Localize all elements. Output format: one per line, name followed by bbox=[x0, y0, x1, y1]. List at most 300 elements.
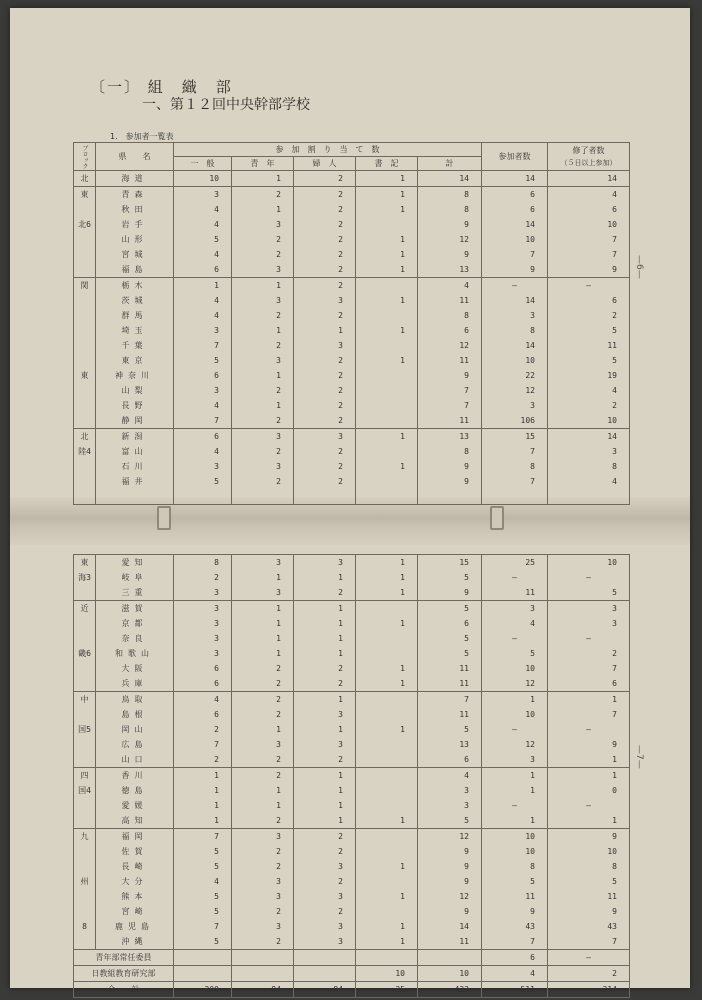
clerk-cell: 1 bbox=[356, 661, 418, 676]
completers-cell: 4 bbox=[548, 474, 630, 489]
women-cell bbox=[294, 950, 356, 966]
general-cell: 4 bbox=[174, 692, 232, 708]
youth-cell: 2 bbox=[232, 338, 294, 353]
women-cell: 1 bbox=[294, 601, 356, 617]
region-cell: 北 bbox=[74, 171, 96, 187]
header-total: 計 bbox=[418, 157, 482, 171]
table-row bbox=[74, 768, 630, 784]
header-completers bbox=[548, 143, 630, 171]
prefecture-cell: 大分 bbox=[96, 874, 174, 889]
clerk-cell bbox=[356, 601, 418, 617]
participants-cell: 9 bbox=[482, 262, 548, 278]
participants-cell: 3 bbox=[482, 752, 548, 768]
total-cell: 9 bbox=[418, 904, 482, 919]
completers-cell: — bbox=[548, 722, 630, 737]
general-cell: 5 bbox=[174, 232, 232, 247]
clerk-cell bbox=[356, 474, 418, 489]
table-row bbox=[74, 904, 630, 919]
clerk-cell bbox=[356, 646, 418, 661]
women-cell: 2 bbox=[294, 444, 356, 459]
youth-cell: 1 bbox=[232, 278, 294, 294]
women-cell: 2 bbox=[294, 413, 356, 429]
completers-cell: 7 bbox=[548, 661, 630, 676]
header-completers-label: 修了者数 bbox=[572, 145, 605, 155]
clerk-cell: 1 bbox=[356, 429, 418, 445]
women-cell: 2 bbox=[294, 278, 356, 294]
prefecture-cell: 茨城 bbox=[96, 293, 174, 308]
general-cell: 4 bbox=[174, 398, 232, 413]
table-row bbox=[74, 752, 630, 768]
table-row bbox=[74, 707, 630, 722]
table-row bbox=[74, 262, 630, 278]
clerk-cell bbox=[356, 308, 418, 323]
women-cell: 3 bbox=[294, 555, 356, 571]
completers-cell: 8 bbox=[548, 859, 630, 874]
clerk-cell: 1 bbox=[356, 934, 418, 950]
region-cell: 関 bbox=[74, 278, 96, 294]
completers-cell: 7 bbox=[548, 232, 630, 247]
youth-cell: 3 bbox=[232, 919, 294, 934]
prefecture-cell: 広島 bbox=[96, 737, 174, 752]
completers-cell: 7 bbox=[548, 247, 630, 262]
general-cell: 5 bbox=[174, 844, 232, 859]
completers-cell: — bbox=[548, 631, 630, 646]
prefecture-cell: 和歌山 bbox=[96, 646, 174, 661]
clerk-cell: 1 bbox=[356, 616, 418, 631]
table-row bbox=[74, 874, 630, 889]
general-cell: 5 bbox=[174, 934, 232, 950]
header-block: ブロック bbox=[74, 143, 96, 171]
youth-cell bbox=[232, 489, 294, 505]
total-cell: 11 bbox=[418, 676, 482, 692]
clerk-cell: 1 bbox=[356, 722, 418, 737]
table-row bbox=[74, 187, 630, 203]
participants-cell: 8 bbox=[482, 859, 548, 874]
participants-table-top bbox=[73, 142, 630, 505]
general-cell: 2 bbox=[174, 752, 232, 768]
table-row bbox=[74, 429, 630, 445]
region-cell: 九 bbox=[74, 829, 96, 845]
general-cell: 5 bbox=[174, 889, 232, 904]
youth-cell: 2 bbox=[232, 232, 294, 247]
women-cell: 3 bbox=[294, 934, 356, 950]
women-cell: 1 bbox=[294, 813, 356, 829]
youth-cell: 2 bbox=[232, 247, 294, 262]
participants-cell: 3 bbox=[482, 308, 548, 323]
clerk-cell: 1 bbox=[356, 232, 418, 247]
completers-cell: 9 bbox=[548, 829, 630, 845]
staple-left bbox=[157, 506, 171, 530]
total-cell: 11 bbox=[418, 707, 482, 722]
clerk-cell bbox=[356, 444, 418, 459]
total-cell: 7 bbox=[418, 692, 482, 708]
youth-cell: 1 bbox=[232, 631, 294, 646]
prefecture-cell: 徳島 bbox=[96, 783, 174, 798]
general-cell: 6 bbox=[174, 262, 232, 278]
general-cell: 3 bbox=[174, 616, 232, 631]
completers-cell: 6 bbox=[548, 202, 630, 217]
women-cell: 3 bbox=[294, 429, 356, 445]
clerk-cell: 1 bbox=[356, 262, 418, 278]
participants-cell: 11 bbox=[482, 889, 548, 904]
general-cell: 3 bbox=[174, 631, 232, 646]
women-cell: 2 bbox=[294, 368, 356, 383]
participants-cell: 14 bbox=[482, 293, 548, 308]
youth-cell: 1 bbox=[232, 202, 294, 217]
participants-cell: — bbox=[482, 631, 548, 646]
prefecture-cell: 新潟 bbox=[96, 429, 174, 445]
clerk-cell bbox=[356, 338, 418, 353]
table-row bbox=[74, 798, 630, 813]
clerk-cell bbox=[356, 874, 418, 889]
women-cell: 3 bbox=[294, 293, 356, 308]
page-number-6: —6— bbox=[634, 255, 644, 279]
table-row bbox=[74, 829, 630, 845]
header-women: 婦 人 bbox=[294, 157, 356, 171]
region-cell bbox=[74, 934, 96, 950]
table-row bbox=[74, 813, 630, 829]
general-cell: 6 bbox=[174, 429, 232, 445]
general-cell: 1 bbox=[174, 278, 232, 294]
general-cell: 10 bbox=[174, 171, 232, 187]
women-cell: 1 bbox=[294, 616, 356, 631]
table-row bbox=[74, 919, 630, 934]
youth-cell bbox=[232, 966, 294, 982]
youth-cell: 3 bbox=[232, 829, 294, 845]
total-cell: 9 bbox=[418, 459, 482, 474]
header-prefecture: 県 名 bbox=[96, 143, 174, 171]
total-cell: 6 bbox=[418, 323, 482, 338]
clerk-cell: 1 bbox=[356, 813, 418, 829]
table-row bbox=[74, 570, 630, 585]
women-cell: 2 bbox=[294, 217, 356, 232]
completers-cell: 3 bbox=[548, 444, 630, 459]
table-row bbox=[74, 859, 630, 874]
region-cell bbox=[74, 338, 96, 353]
participants-cell: 511 bbox=[482, 982, 548, 998]
total-cell: 4 bbox=[418, 278, 482, 294]
completers-cell: 6 bbox=[548, 293, 630, 308]
participants-cell: 15 bbox=[482, 429, 548, 445]
table-row bbox=[74, 585, 630, 601]
region-cell bbox=[74, 676, 96, 692]
women-cell: 3 bbox=[294, 707, 356, 722]
total-cell: 9 bbox=[418, 859, 482, 874]
region-cell bbox=[74, 398, 96, 413]
region-cell bbox=[74, 752, 96, 768]
prefecture-cell: 愛媛 bbox=[96, 798, 174, 813]
prefecture-cell: 宮崎 bbox=[96, 904, 174, 919]
participants-cell: 10 bbox=[482, 829, 548, 845]
prefecture-cell: 山形 bbox=[96, 232, 174, 247]
participants-cell: 6 bbox=[482, 187, 548, 203]
completers-cell: 10 bbox=[548, 555, 630, 571]
women-cell: 2 bbox=[294, 202, 356, 217]
youth-cell: 3 bbox=[232, 217, 294, 232]
region-cell bbox=[74, 323, 96, 338]
participants-cell: 3 bbox=[482, 398, 548, 413]
table-row bbox=[74, 459, 630, 474]
youth-cell bbox=[232, 950, 294, 966]
region-cell bbox=[74, 247, 96, 262]
women-cell: 1 bbox=[294, 783, 356, 798]
total-cell: 8 bbox=[418, 187, 482, 203]
region-cell: 国5 bbox=[74, 722, 96, 737]
general-cell: 2 bbox=[174, 570, 232, 585]
completers-cell: — bbox=[548, 570, 630, 585]
participants-cell: 12 bbox=[482, 676, 548, 692]
participants-cell: 8 bbox=[482, 323, 548, 338]
prefecture-cell: 長崎 bbox=[96, 859, 174, 874]
completers-cell: 5 bbox=[548, 323, 630, 338]
participants-cell: 12 bbox=[482, 737, 548, 752]
youth-cell: 2 bbox=[232, 904, 294, 919]
general-cell: 3 bbox=[174, 601, 232, 617]
prefecture-cell: 愛知 bbox=[96, 555, 174, 571]
general-cell: 1 bbox=[174, 783, 232, 798]
total-cell: 11 bbox=[418, 293, 482, 308]
youth-cell: 2 bbox=[232, 707, 294, 722]
clerk-cell: 1 bbox=[356, 585, 418, 601]
general-cell: 4 bbox=[174, 444, 232, 459]
clerk-cell: 1 bbox=[356, 859, 418, 874]
table-row bbox=[74, 202, 630, 217]
general-cell: 5 bbox=[174, 859, 232, 874]
general-cell: 7 bbox=[174, 737, 232, 752]
region-cell: 東 bbox=[74, 368, 96, 383]
table-row bbox=[74, 616, 630, 631]
header-clerk: 書 記 bbox=[356, 157, 418, 171]
women-cell: 1 bbox=[294, 722, 356, 737]
document-subtitle: 一、第１２回中央幹部学校 bbox=[142, 97, 310, 113]
table-row bbox=[74, 889, 630, 904]
table-row bbox=[74, 353, 630, 368]
completers-cell: — bbox=[548, 278, 630, 294]
region-cell: 北6 bbox=[74, 217, 96, 232]
total-cell: 13 bbox=[418, 737, 482, 752]
completers-cell: 4 bbox=[548, 187, 630, 203]
general-cell: 5 bbox=[174, 474, 232, 489]
clerk-cell: 1 bbox=[356, 247, 418, 262]
general-cell: 4 bbox=[174, 308, 232, 323]
completers-cell: 10 bbox=[548, 217, 630, 232]
completers-cell: 6 bbox=[548, 676, 630, 692]
total-cell: 10 bbox=[418, 966, 482, 982]
prefecture-cell: 福島 bbox=[96, 262, 174, 278]
region-cell bbox=[74, 353, 96, 368]
table-row bbox=[74, 398, 630, 413]
region-cell bbox=[74, 631, 96, 646]
table-row bbox=[74, 338, 630, 353]
women-cell: 2 bbox=[294, 459, 356, 474]
clerk-cell: 1 bbox=[356, 202, 418, 217]
general-cell: 6 bbox=[174, 661, 232, 676]
total-cell: 5 bbox=[418, 646, 482, 661]
participants-cell: 10 bbox=[482, 232, 548, 247]
total-cell: 12 bbox=[418, 829, 482, 845]
youth-cell: 1 bbox=[232, 722, 294, 737]
staple-right bbox=[490, 506, 504, 530]
total-cell: 6 bbox=[418, 616, 482, 631]
region-cell bbox=[74, 383, 96, 398]
clerk-cell bbox=[356, 844, 418, 859]
total-cell: 11 bbox=[418, 353, 482, 368]
participants-cell: 1 bbox=[482, 813, 548, 829]
participants-cell: 22 bbox=[482, 368, 548, 383]
participants-cell: 1 bbox=[482, 783, 548, 798]
clerk-cell bbox=[356, 768, 418, 784]
region-cell bbox=[74, 489, 96, 505]
total-cell bbox=[418, 489, 482, 505]
general-cell bbox=[174, 950, 232, 966]
region-cell bbox=[74, 737, 96, 752]
women-cell bbox=[294, 966, 356, 982]
youth-cell: 2 bbox=[232, 413, 294, 429]
clerk-cell bbox=[356, 707, 418, 722]
prefecture-cell: 静岡 bbox=[96, 413, 174, 429]
general-cell: 7 bbox=[174, 829, 232, 845]
general-cell: 1 bbox=[174, 798, 232, 813]
participants-cell: 5 bbox=[482, 874, 548, 889]
completers-cell: 8 bbox=[548, 459, 630, 474]
header-youth: 青 年 bbox=[232, 157, 294, 171]
completers-cell: — bbox=[548, 798, 630, 813]
women-cell: 2 bbox=[294, 874, 356, 889]
participants-cell: 14 bbox=[482, 217, 548, 232]
prefecture-cell: 岡山 bbox=[96, 722, 174, 737]
participants-cell: 5 bbox=[482, 646, 548, 661]
region-cell: 国4 bbox=[74, 783, 96, 798]
region-cell: 北 bbox=[74, 429, 96, 445]
total-cell: 4 bbox=[418, 768, 482, 784]
women-cell bbox=[294, 489, 356, 505]
youth-cell: 94 bbox=[232, 982, 294, 998]
table-row bbox=[74, 217, 630, 232]
participants-cell: 4 bbox=[482, 616, 548, 631]
completers-cell: 19 bbox=[548, 368, 630, 383]
row-label: 合 計 bbox=[74, 982, 174, 998]
general-cell: 3 bbox=[174, 585, 232, 601]
general-cell: 7 bbox=[174, 413, 232, 429]
total-cell: 13 bbox=[418, 262, 482, 278]
header-completers-note: （５日以上参加） bbox=[560, 158, 617, 167]
women-cell: 2 bbox=[294, 904, 356, 919]
table-row bbox=[74, 661, 630, 676]
youth-cell: 2 bbox=[232, 308, 294, 323]
general-cell: 3 bbox=[174, 187, 232, 203]
completers-cell: 7 bbox=[548, 707, 630, 722]
region-cell bbox=[74, 889, 96, 904]
table-row bbox=[74, 247, 630, 262]
participants-cell: — bbox=[482, 722, 548, 737]
general-cell: 4 bbox=[174, 293, 232, 308]
youth-cell: 2 bbox=[232, 383, 294, 398]
participants-table-bottom bbox=[73, 554, 630, 998]
clerk-cell: 1 bbox=[356, 293, 418, 308]
completers-cell: 3 bbox=[548, 601, 630, 617]
table-row bbox=[74, 783, 630, 798]
completers-cell: 5 bbox=[548, 874, 630, 889]
total-cell: 6 bbox=[418, 752, 482, 768]
clerk-cell: 1 bbox=[356, 459, 418, 474]
general-cell bbox=[174, 966, 232, 982]
table-row bbox=[74, 631, 630, 646]
total-cell: 12 bbox=[418, 232, 482, 247]
completers-cell: 5 bbox=[548, 353, 630, 368]
total-cell: 3 bbox=[418, 783, 482, 798]
table-row bbox=[74, 293, 630, 308]
general-cell: 5 bbox=[174, 904, 232, 919]
women-cell: 2 bbox=[294, 187, 356, 203]
total-cell: 15 bbox=[418, 555, 482, 571]
total-cell: 9 bbox=[418, 368, 482, 383]
women-cell: 2 bbox=[294, 353, 356, 368]
total-cell: 5 bbox=[418, 631, 482, 646]
youth-cell: 2 bbox=[232, 752, 294, 768]
women-cell: 3 bbox=[294, 919, 356, 934]
total-cell: 12 bbox=[418, 889, 482, 904]
region-cell bbox=[74, 474, 96, 489]
table-row bbox=[74, 323, 630, 338]
prefecture-cell: 滋賀 bbox=[96, 601, 174, 617]
table-row bbox=[74, 722, 630, 737]
youth-cell: 3 bbox=[232, 555, 294, 571]
women-cell: 1 bbox=[294, 323, 356, 338]
participants-cell: 7 bbox=[482, 934, 548, 950]
youth-cell: 3 bbox=[232, 459, 294, 474]
women-cell: 2 bbox=[294, 171, 356, 187]
participants-cell: 9 bbox=[482, 904, 548, 919]
prefecture-cell: 山口 bbox=[96, 752, 174, 768]
region-cell: 州 bbox=[74, 874, 96, 889]
region-cell: 近 bbox=[74, 601, 96, 617]
general-cell: 3 bbox=[174, 323, 232, 338]
region-cell: 8 bbox=[74, 919, 96, 934]
total-cell: 5 bbox=[418, 722, 482, 737]
women-cell: 2 bbox=[294, 661, 356, 676]
general-cell: 6 bbox=[174, 707, 232, 722]
youth-cell: 2 bbox=[232, 661, 294, 676]
completers-cell: 3 bbox=[548, 616, 630, 631]
youth-cell: 1 bbox=[232, 601, 294, 617]
row-label: 青年部常任委員 bbox=[74, 950, 174, 966]
general-cell bbox=[174, 489, 232, 505]
prefecture-cell: 宮城 bbox=[96, 247, 174, 262]
total-cell: 14 bbox=[418, 919, 482, 934]
youth-cell: 2 bbox=[232, 813, 294, 829]
clerk-cell bbox=[356, 798, 418, 813]
region-cell: 東 bbox=[74, 187, 96, 203]
table-row bbox=[74, 692, 630, 708]
completers-cell: — bbox=[548, 950, 630, 966]
participants-cell: — bbox=[482, 798, 548, 813]
prefecture-cell: 石川 bbox=[96, 459, 174, 474]
total-cell: 8 bbox=[418, 308, 482, 323]
women-cell: 1 bbox=[294, 692, 356, 708]
clerk-cell: 35 bbox=[356, 982, 418, 998]
total-cell: 9 bbox=[418, 585, 482, 601]
prefecture-cell: 鳥取 bbox=[96, 692, 174, 708]
participants-cell: 10 bbox=[482, 844, 548, 859]
prefecture-cell: 青森 bbox=[96, 187, 174, 203]
general-cell: 6 bbox=[174, 368, 232, 383]
participants-cell: 12 bbox=[482, 383, 548, 398]
general-cell: 5 bbox=[174, 353, 232, 368]
prefecture-cell: 福岡 bbox=[96, 829, 174, 845]
region-cell bbox=[74, 202, 96, 217]
prefecture-cell: 鹿児島 bbox=[96, 919, 174, 934]
clerk-cell bbox=[356, 489, 418, 505]
